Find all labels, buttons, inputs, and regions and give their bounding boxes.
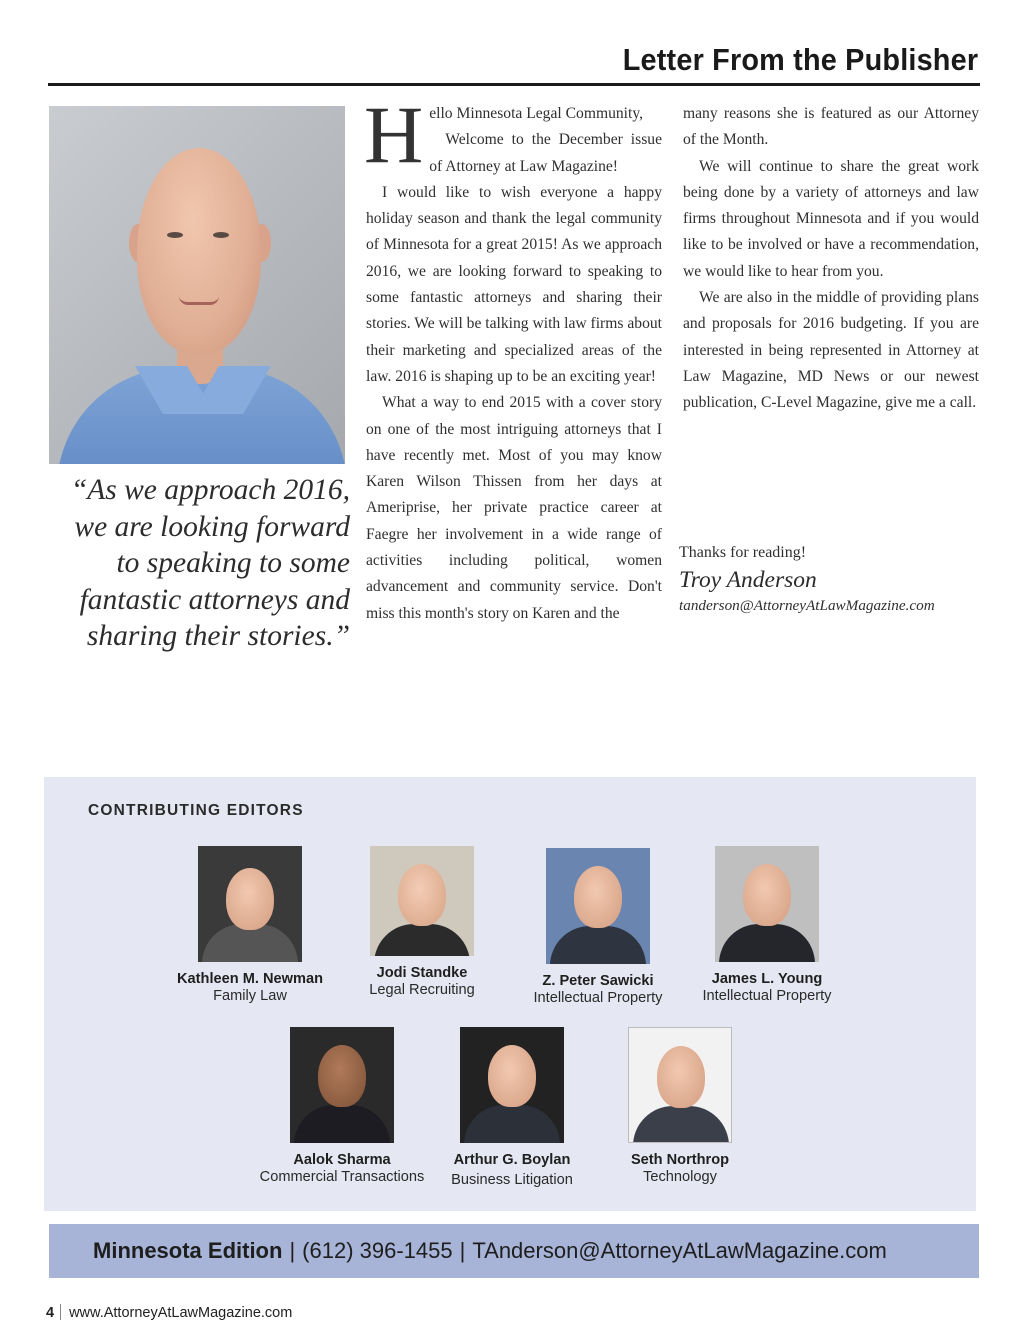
editor-card: [690, 846, 844, 1004]
contact-email[interactable]: TAnderson@AttorneyAtLawMagazine.com: [472, 1238, 887, 1263]
editor-area: Intellectual Property: [533, 990, 663, 1006]
editor-card: [444, 1027, 580, 1188]
publisher-portrait: [49, 106, 345, 464]
editor-name: Z. Peter Sawicki: [542, 973, 654, 989]
letter-paragraph-3: We will continue to share the great work being done by a variety of attorneys and law firms throughout Minnesota and if you would like to be involved or have a recommendation, we would like to hear from you.: [683, 157, 979, 280]
editor-name: Kathleen M. Newman: [177, 971, 323, 987]
separator: |: [459, 1238, 466, 1263]
editor-photo: [198, 846, 302, 962]
letter-paragraph-2: What a way to end 2015 with a cover story on one of the most intriguing attorneys that I have recently met. Most of you may know Karen Wilson Thissen from her days at Ameriprise, her private practice career at Faegre her involvement in a wide range of activities including political, women advancement and community service. Don't miss this month's story on Karen and the: [366, 394, 662, 622]
dropcap: H: [364, 89, 424, 180]
letter-column-1: [364, 89, 662, 627]
letter-paragraph-4: We are also in the middle of providing plans and proposals for 2016 budgeting. If you are interested in being represented in Attorney at Law Magazine, MD News or our newest publication, C-Level Magazine, give me a call.: [683, 289, 979, 412]
editor-area: Commercial Transactions: [259, 1169, 425, 1185]
editor-name: Aalok Sharma: [293, 1152, 391, 1168]
editor-photo: [370, 846, 474, 956]
footer-contact-band: [49, 1224, 979, 1278]
editor-name: James L. Young: [711, 971, 823, 987]
editor-card: [616, 1027, 744, 1185]
signoff-name: Troy Anderson: [679, 567, 817, 593]
editor-name: Jodi Standke: [376, 965, 468, 981]
editor-photo: [628, 1027, 732, 1143]
phone-number[interactable]: (612) 396-1455: [302, 1238, 453, 1263]
editor-name: Arthur G. Boylan: [453, 1152, 571, 1168]
editor-photo: [460, 1027, 564, 1143]
contributing-editors-heading: CONTRIBUTING EDITORS: [88, 802, 304, 819]
editor-area: Legal Recruiting: [369, 982, 475, 998]
separator: |: [289, 1238, 296, 1263]
editor-name: Seth Northrop: [630, 1152, 730, 1168]
page-footer: [46, 1304, 292, 1321]
signoff: [679, 541, 999, 617]
letter-column-2: [683, 101, 979, 417]
editor-card: [166, 846, 334, 1004]
signoff-thanks: Thanks for reading!: [679, 544, 807, 561]
page-number: 4: [46, 1305, 55, 1321]
editor-area: Family Law: [213, 988, 287, 1004]
editor-photo: [290, 1027, 394, 1143]
pull-quote: “As we approach 2016, we are looking forward to speaking to some fantastic attorneys and sharing their stories.”: [70, 474, 350, 653]
letter-paragraph-2-continued: many reasons she is featured as our Attorney of the Month.: [683, 105, 979, 149]
header-rule: [48, 83, 980, 86]
editor-card: [252, 1027, 432, 1185]
editor-photo: [715, 846, 819, 962]
editor-card: [520, 848, 676, 1006]
editor-card: [352, 846, 492, 998]
letter-welcome: Welcome to the December issue of Attorney at Law Magazine!: [429, 131, 662, 175]
editor-area: Business Litigation: [451, 1172, 573, 1188]
editor-area: Technology: [643, 1169, 717, 1185]
editor-photo: [546, 848, 650, 964]
page-title: Letter From the Publisher: [622, 42, 978, 77]
edition-label: Minnesota Edition: [93, 1238, 283, 1263]
letter-salutation: ello Minnesota Legal Community,: [429, 105, 644, 122]
separator: [60, 1304, 61, 1320]
letter-paragraph-1: I would like to wish everyone a happy holiday season and thank the legal community of Minnesota for a great 2015! As we approach 2016, we are looking forward to speaking to some fantastic attorneys and sharing their stories. We will be talking with law firms about their marketing and specialized areas of the law. 2016 is shaping up to be an exciting year!: [366, 183, 662, 385]
signoff-email[interactable]: tanderson@AttorneyAtLawMagazine.com: [679, 597, 935, 614]
editor-area: Intellectual Property: [702, 988, 832, 1004]
website-link[interactable]: www.AttorneyAtLawMagazine.com: [69, 1305, 293, 1321]
